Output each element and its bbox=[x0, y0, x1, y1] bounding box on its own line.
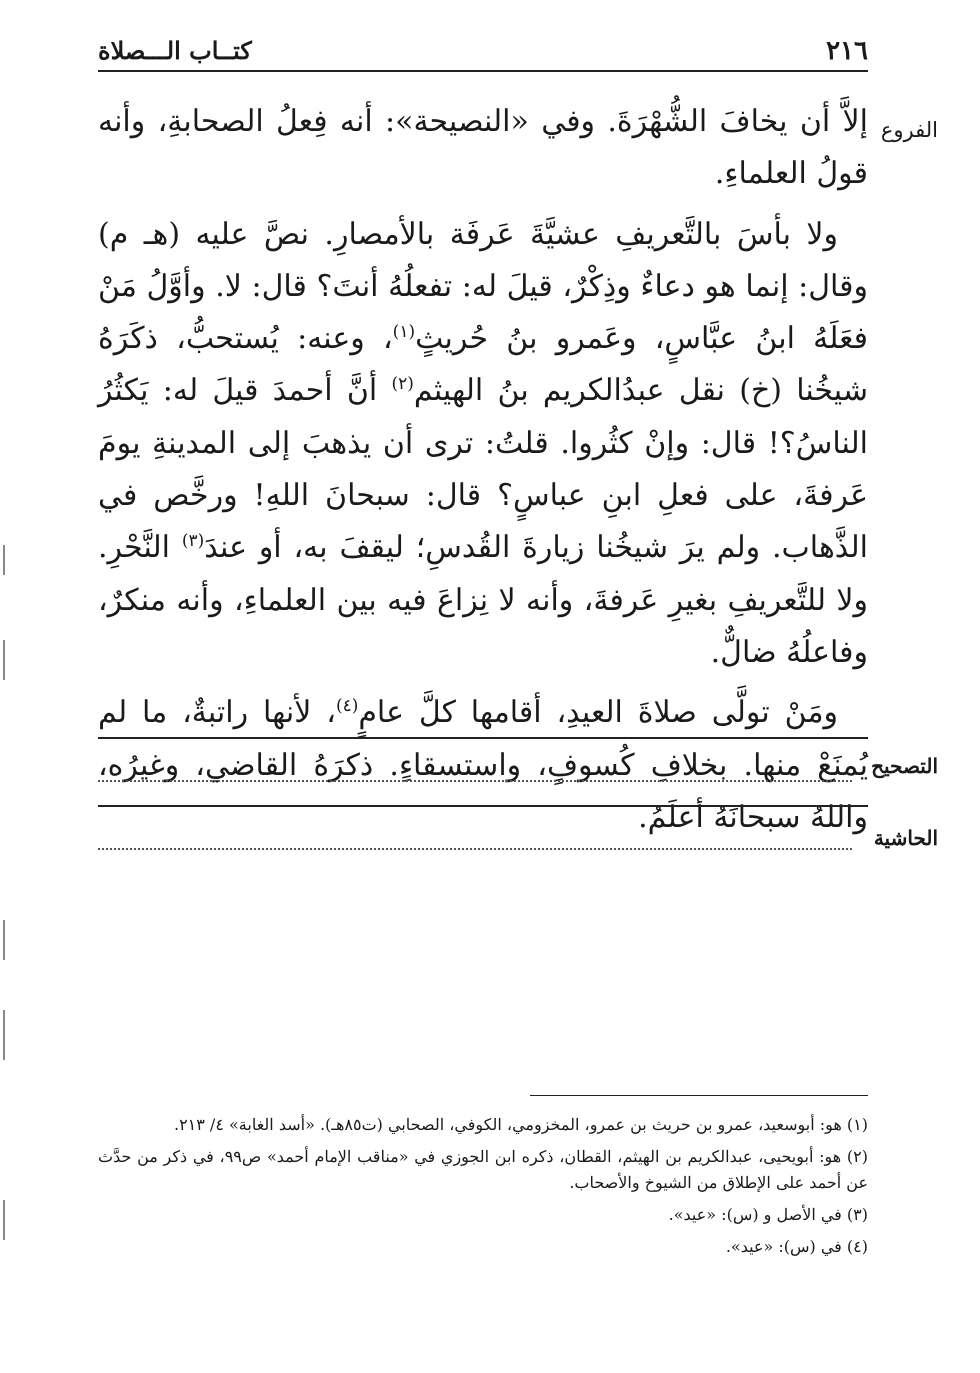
page-number: ٢١٦ bbox=[826, 36, 868, 66]
paragraph-3 bbox=[98, 687, 868, 844]
scan-edge-mark bbox=[3, 1200, 5, 1240]
paragraph-2-part-b: ، وعنه: يُستحبُّ، ذكَرَهُ شيخُنا (خ) نقل عبدُالكريم بنُ الهيثم bbox=[98, 321, 868, 409]
footnote-ref-3[interactable]: (٣) bbox=[181, 531, 205, 552]
footnote-1: (١) هو: أبوسعيد، عمرو بن حريث بن عمرو، المخزومي، الكوفي، الصحابي (ت٨٥هـ). «أسد الغابة» ٤/ ٢١٣. bbox=[173, 1115, 868, 1134]
paragraph-3-part-b: ، لأنها راتبةٌ، ما لم يُمنَعْ منها. بخلافِ كُسوفٍ، واستسقاءٍ. ذكرَهُ القاضي، وغيرُه، واللهُ سبحانَهُ أعلَمُ. bbox=[98, 695, 868, 835]
paragraph-1: إلاَّ أن يخافَ الشُّهْرَةَ. وفي «النصيحة»: أنه فِعلُ الصحابةِ، وأنه قولُ العلماءِ. bbox=[98, 104, 868, 192]
paragraph-2-part-d: النَّحْرِ. ولا للتَّعريفِ بغيرِ عَرفةَ، وأنه لا نِزاعَ فيه بين العلماءِ، وأنه منكرٌ، وفاعلُهُ ضالٌّ. bbox=[98, 530, 868, 670]
running-title: كتــاب الـــصلاة bbox=[98, 36, 252, 65]
footnote-ref-1[interactable]: (١) bbox=[392, 322, 416, 343]
footnote-2: (٢) هو: أبويحيى، عبدالكريم بن الهيثم، القطان، ذكره ابن الجوزي في «مناقب الإمام أحمد» ص٩٩، في ذكر من حدَّث عن أحمد على الإطلاق من الشيوخ والأصحاب. bbox=[98, 1147, 869, 1192]
footnote-3: (٣) في الأصل و (س): «عيد». bbox=[668, 1205, 868, 1224]
footnotes bbox=[98, 1112, 868, 1266]
section-rule-middle bbox=[98, 805, 868, 807]
footnote-ref-4[interactable]: (٤) bbox=[335, 696, 359, 717]
scan-edge-mark bbox=[3, 1010, 5, 1060]
section-rule-top bbox=[98, 737, 868, 739]
paragraph-2 bbox=[98, 209, 868, 680]
scan-edge-mark bbox=[3, 640, 5, 680]
main-text bbox=[98, 96, 868, 844]
paragraph-3-part-a: ومَنْ تولَّى صلاةَ العيدِ، أقامها كلَّ عامٍ bbox=[358, 695, 839, 731]
margin-source-label: الفروع bbox=[880, 118, 938, 142]
footnote-rule bbox=[530, 1095, 868, 1096]
scan-edge-mark bbox=[3, 545, 5, 575]
paragraph-2-part-c: أنَّ أحمدَ قيلَ له: يَكثُرُ الناسُ؟! قال: وإنْ كثُروا. قلتُ: ترى أن يذهبَ إلى المدينةِ يومَ عَرفةَ، على فعلِ ابنِ عباسٍ؟ قال: سبحانَ اللهِ! ورخَّص في الذَّهاب. ولم يرَ شيخُنا زيارةَ القُدسِ؛ ليقفَ به، أو عندَ bbox=[98, 373, 868, 566]
footnote-4: (٤) في (س): «عيد». bbox=[725, 1237, 868, 1256]
annotation-label: الحاشية bbox=[873, 826, 938, 850]
annotation-dotted-line[interactable] bbox=[98, 848, 852, 850]
paragraph-2-part-a: ولا بأسَ بالتَّعريفِ عشيَّةَ عَرفَة بالأمصارِ. نصَّ عليه (هـ م) وقال: إنما هو دعاءٌ وذِكْرٌ، قيلَ له: تفعلُهُ أنتَ؟ قال: لا. وأوَّلُ مَنْ فعَلَهُ ابنُ عبَّاسٍ، وعَمرو بنُ حُريثٍ bbox=[98, 216, 868, 357]
footnote-ref-2[interactable]: (٢) bbox=[391, 374, 414, 395]
scan-edge-mark bbox=[3, 920, 5, 960]
correction-dotted-line[interactable] bbox=[98, 780, 852, 782]
header-rule bbox=[98, 70, 868, 72]
correction-label: التصحيح bbox=[871, 754, 938, 778]
